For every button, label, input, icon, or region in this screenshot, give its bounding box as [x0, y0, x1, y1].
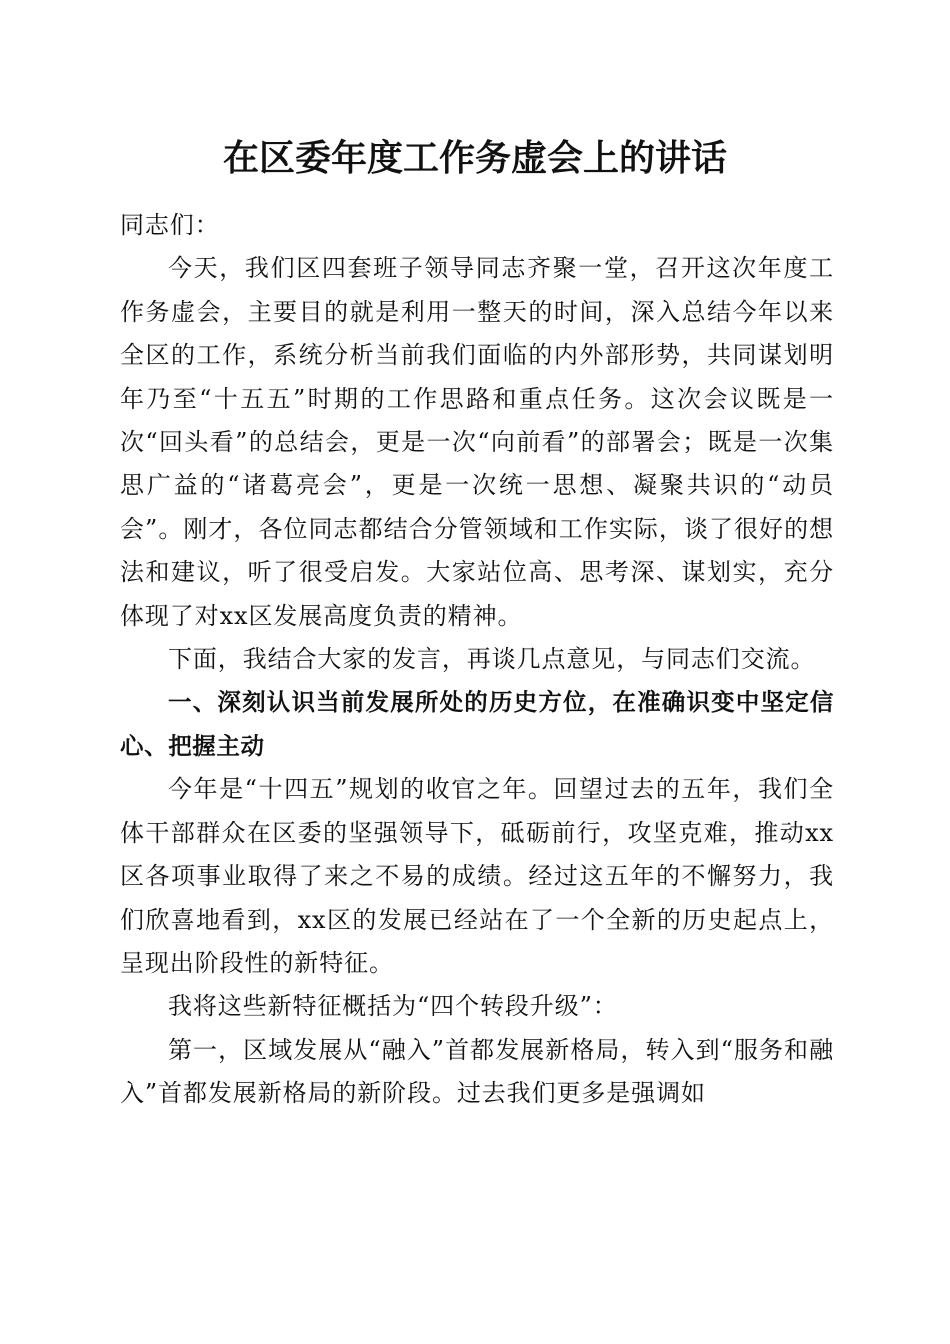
section-heading-1: 一、深刻认识当前发展所处的历史方位，在准确识变中坚定信心、把握主动: [120, 688, 834, 760]
paragraph-first-point: 第一，区域发展从“融入”首都发展新格局，转入到“服务和融入”首都发展新格局的新阶段。过去我们更多是强调如: [120, 1035, 834, 1108]
salutation: 同志们：: [120, 211, 220, 239]
paragraph-opening: 今天，我们区四套班子领导同志齐聚一堂，召开这次年度工作务虚会，主要目的就是利用一整天的时间，深入总结今年以来全区的工作，系统分析当前我们面临的内外部形势，共同谋划明年乃至“十五五”时期的工作思路和重点任务。这次会议既是一次“回头看”的总结会，更是一次“向前看”的部署会；既是一次集思广益的“诸葛亮会”，更是一次统一思想、凝聚共识的“动员会”。刚才，各位同志都结合分管领域和工作实际，谈了很好的想法和建议，听了很受启发。大家站位高、思考深、谋划实，充分体现了对xx区发展高度负责的精神。: [120, 254, 834, 630]
paragraph-review: 今年是“十四五”规划的收官之年。回望过去的五年，我们全体干部群众在区委的坚强领导下，砥砺前行，攻坚克难，推动xx区各项事业取得了来之不易的成绩。经过这五年的不懈努力，我们欣喜地看到，xx区的发展已经站在了一个全新的历史起点上，呈现出阶段性的新特征。: [120, 775, 834, 977]
paragraph-intro: 下面，我结合大家的发言，再谈几点意见，与同志们交流。: [168, 645, 816, 674]
paragraph-summary: 我将这些新特征概括为“四个转段升级”：: [168, 992, 618, 1021]
document-title: 在区委年度工作务虚会上的讲话: [222, 137, 727, 179]
document-body: [120, 204, 834, 1116]
